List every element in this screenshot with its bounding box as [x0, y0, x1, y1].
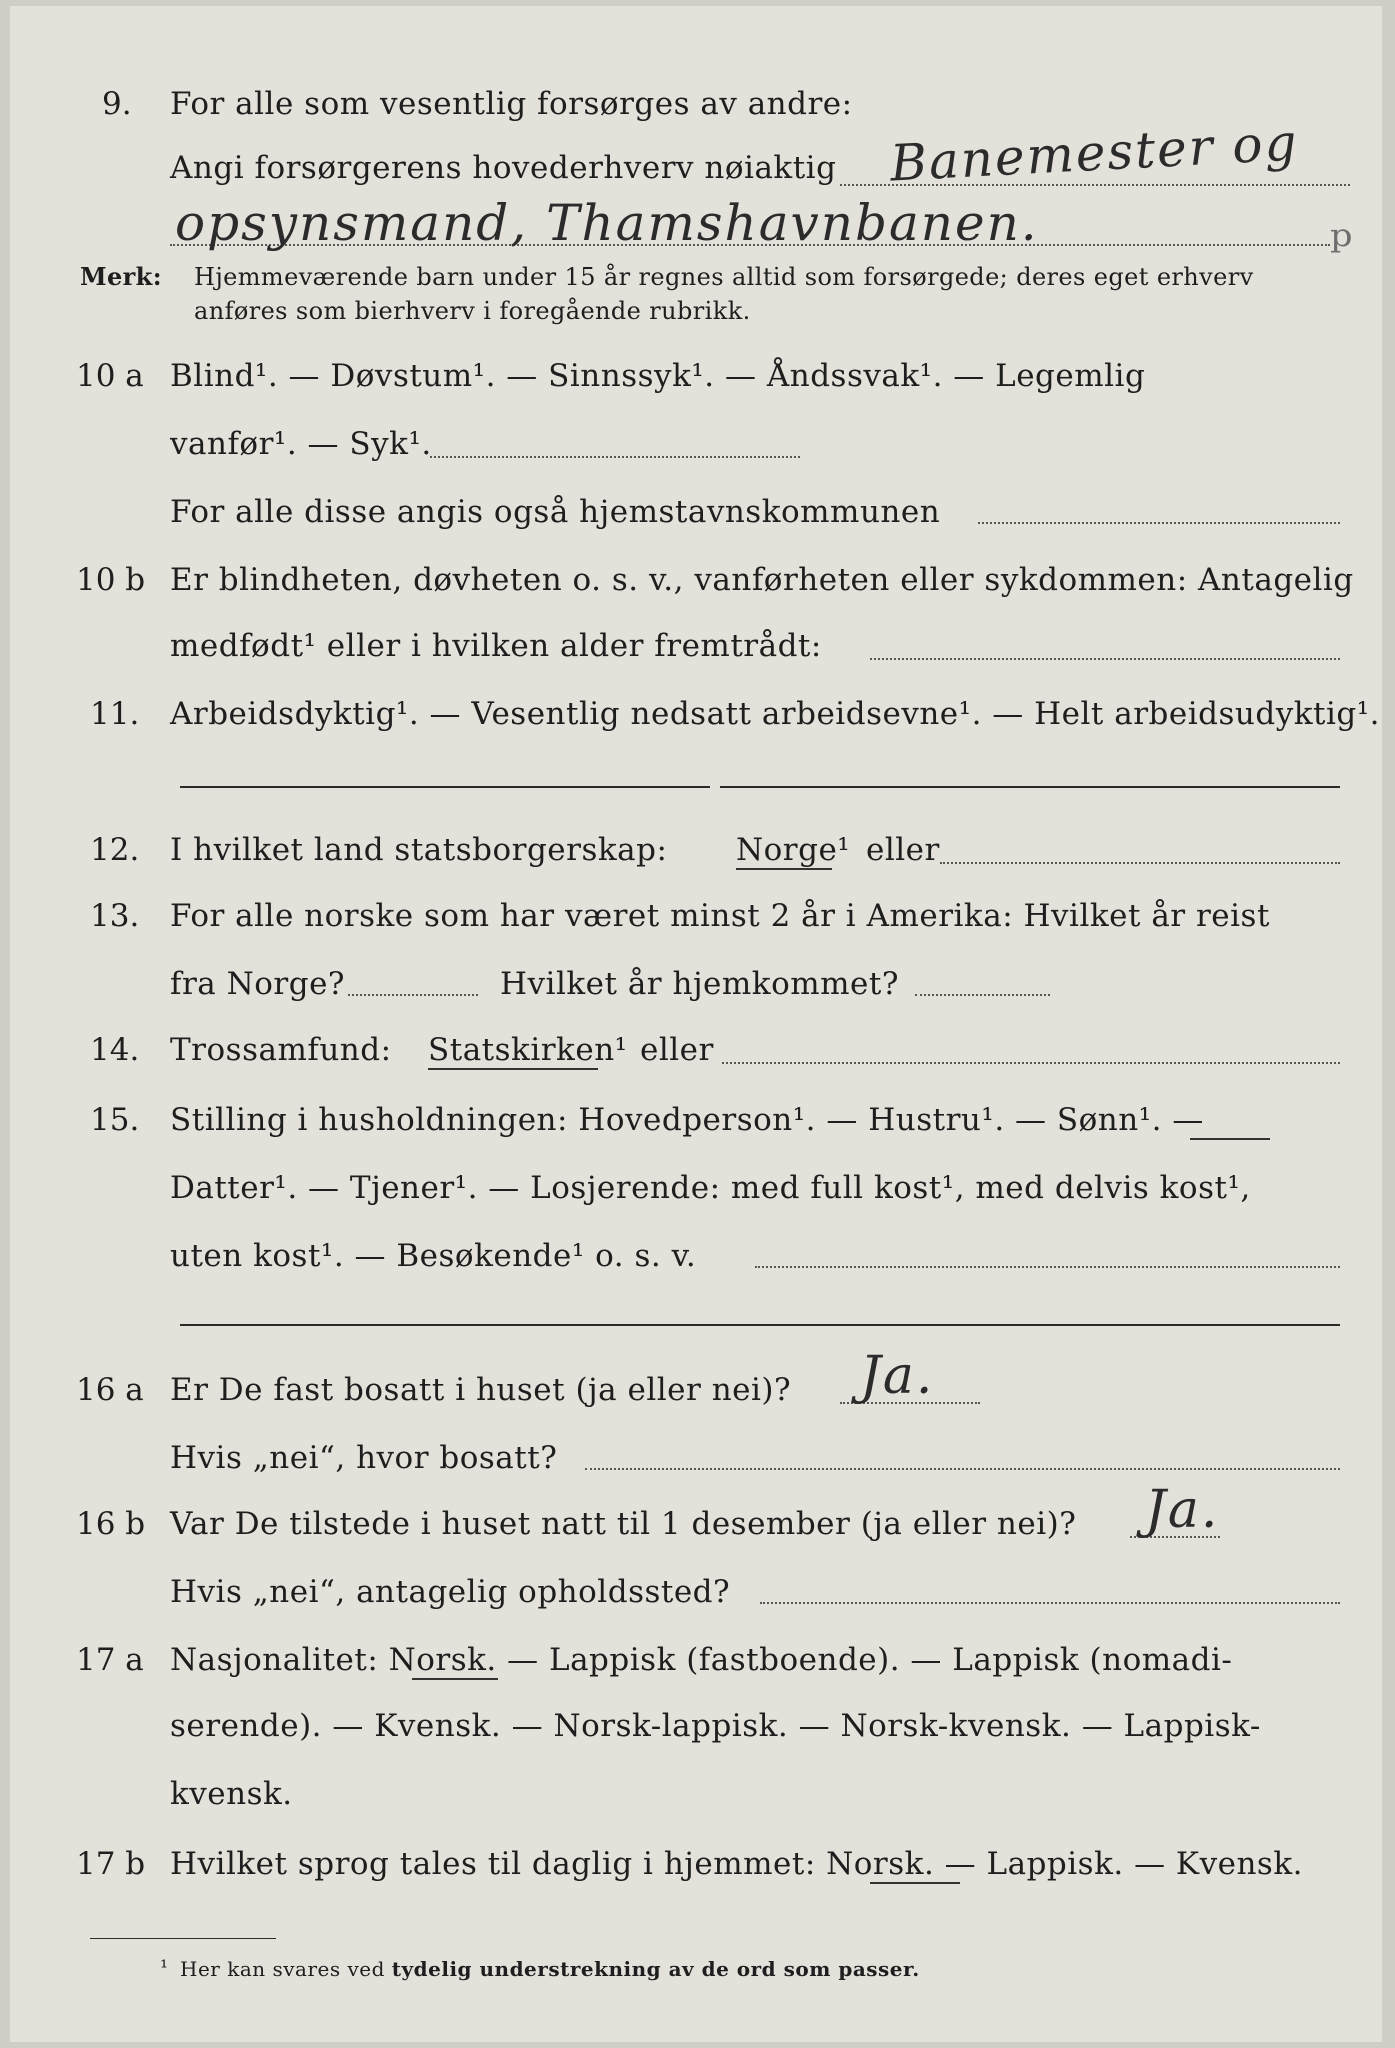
q14-number: 14.	[90, 1032, 140, 1068]
q12-eller: eller	[866, 832, 940, 868]
q17a-line3: kvensk.	[170, 1776, 293, 1812]
q12-dotted-line	[940, 862, 1340, 864]
q16b-handwritten-answer: Ja.	[1145, 1480, 1220, 1540]
q10b-line2: medfødt¹ eller i hvilken alder fremtrådt:	[170, 628, 822, 664]
q10b-line1: Er blindheten, døvheten o. s. v., vanførheten eller sykdommen: Antagelig	[170, 562, 1354, 598]
merk-line1: Hjemmeværende barn under 15 år regnes alltid som forsørgede; deres eget erhverv	[194, 263, 1254, 291]
q10a-dotted-line-2	[978, 522, 1340, 524]
q10a-line2: vanfør¹. — Syk¹.	[170, 426, 432, 462]
q10b-dotted-line	[870, 658, 1340, 660]
q9-handwritten-answer-1: Banemester og	[888, 113, 1300, 193]
q17b-underline-norsk	[870, 1882, 960, 1884]
footnote-text	[180, 1956, 920, 1982]
q13-number: 13.	[90, 898, 140, 934]
q14-choice-statskirken: Statskirken¹	[428, 1032, 628, 1068]
footnote-text-bold: tydelig understrekning av de ord som passer.	[391, 1957, 920, 1981]
q12-line1: I hvilket land statsborgerskap:	[170, 832, 668, 868]
q16a-handwritten-answer: Ja.	[860, 1346, 935, 1406]
q13-line1: For alle norske som har været minst 2 år i Amerika: Hvilket år reist	[170, 898, 1270, 934]
q10a-dotted-line-1	[430, 456, 800, 458]
q9-line2: Angi forsørgerens hovederhverv nøiaktig	[170, 150, 837, 186]
q15-line3: uten kost¹. — Besøkende¹ o. s. v.	[170, 1238, 697, 1274]
merk-line2: anføres som bierhverv i foregående rubrikk.	[194, 297, 751, 325]
q15-dotted-line	[755, 1266, 1340, 1268]
q16a-line2: Hvis „nei“, hvor bosatt?	[170, 1440, 558, 1476]
q15-underline-sonn	[1190, 1138, 1270, 1140]
census-form-page	[10, 6, 1382, 2042]
q17a-line1: Nasjonalitet: Norsk. — Lappisk (fastboende). — Lappisk (nomadi-	[170, 1642, 1233, 1678]
q10a-line3: For alle disse angis også hjemstavnskommunen	[170, 494, 941, 530]
q15-number: 15.	[90, 1102, 140, 1138]
q11-rule-left	[180, 786, 710, 788]
q16a-line1: Er De fast bosatt i huset (ja eller nei)?	[170, 1372, 792, 1408]
q15-rule	[180, 1324, 1340, 1326]
q14-label: Trossamfund:	[170, 1032, 392, 1068]
q13-line2a: fra Norge?	[170, 966, 346, 1002]
q16a-dotted-line-2	[585, 1468, 1340, 1470]
q16b-line1: Var De tilstede i huset natt til 1 desember (ja eller nei)?	[170, 1506, 1077, 1542]
q17a-line2: serende). — Kvensk. — Norsk-lappisk. — Norsk-kvensk. — Lappisk-	[170, 1708, 1261, 1744]
q9-handwritten-answer-2: opsynsmand, Thamshavnbanen.	[175, 194, 1039, 252]
q17b-line1: Hvilket sprog tales til daglig i hjemmet: Norsk. — Lappisk. — Kvensk.	[170, 1846, 1303, 1882]
q16b-number: 16 b	[76, 1506, 146, 1542]
q14-underline-statskirken	[428, 1068, 598, 1070]
q16a-number: 16 a	[76, 1372, 144, 1408]
q13-dotted-line-2	[915, 994, 1050, 996]
q9-line1: For alle som vesentlig forsørges av andre:	[170, 86, 853, 122]
q17a-underline-norsk	[412, 1678, 498, 1680]
q11-line1: Arbeidsdyktig¹. — Vesentlig nedsatt arbeidsevne¹. — Helt arbeidsudyktig¹.	[170, 696, 1381, 732]
margin-mark: ᵖ	[1330, 213, 1353, 278]
q11-rule-right	[720, 786, 1340, 788]
q12-underline-norge	[736, 868, 832, 870]
q15-line2: Datter¹. — Tjener¹. — Losjerende: med full kost¹, med delvis kost¹,	[170, 1170, 1251, 1206]
q13-line2b: Hvilket år hjemkommet?	[500, 966, 899, 1002]
q15-line1: Stilling i husholdningen: Hovedperson¹. — Hustru¹. — Sønn¹. —	[170, 1102, 1204, 1138]
footnote-mark: ¹	[160, 1955, 169, 1979]
q12-number: 12.	[90, 832, 140, 868]
q11-number: 11.	[90, 696, 140, 732]
q16b-line2: Hvis „nei“, antagelig opholdssted?	[170, 1574, 731, 1610]
footnote-text-plain: Her kan svares ved	[180, 1957, 385, 1981]
q16b-dotted-line-2	[760, 1602, 1340, 1604]
footnote-rule	[90, 1938, 276, 1939]
q17a-number: 17 a	[76, 1642, 144, 1678]
q9-number: 9.	[102, 86, 132, 122]
q14-eller: eller	[640, 1032, 714, 1068]
merk-label: Merk:	[80, 262, 162, 291]
q10a-line1: Blind¹. — Døvstum¹. — Sinnssyk¹. — Åndssvak¹. — Legemlig	[170, 358, 1146, 394]
q17b-number: 17 b	[76, 1846, 146, 1882]
q10a-number: 10 a	[76, 358, 144, 394]
q12-choice-norge: Norge¹	[736, 832, 851, 868]
q10b-number: 10 b	[76, 562, 146, 598]
q14-dotted-line	[722, 1062, 1340, 1064]
q13-dotted-line-1	[348, 994, 478, 996]
